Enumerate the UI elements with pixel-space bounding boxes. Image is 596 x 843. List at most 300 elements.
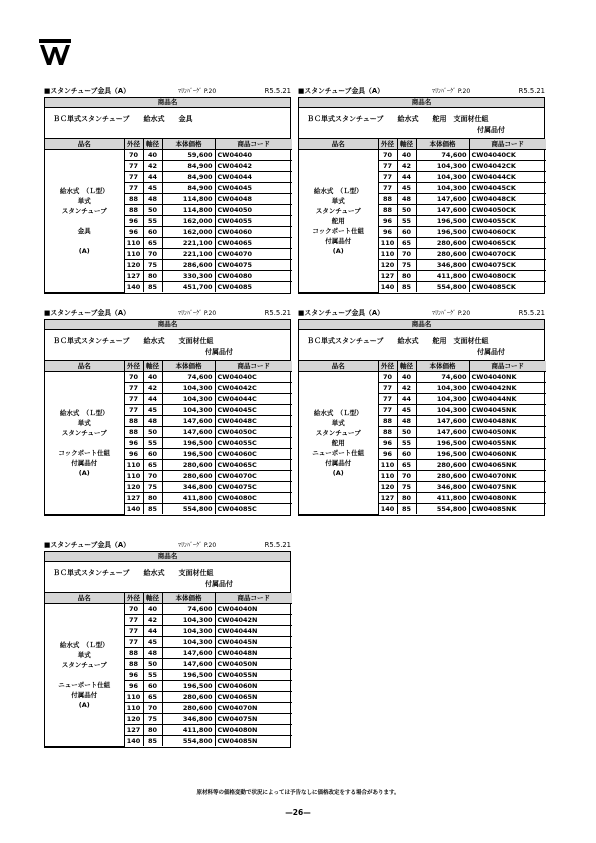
product-code-cell: CW04040C xyxy=(215,372,292,383)
outer-diameter-cell: 110 xyxy=(378,238,397,249)
outer-diameter-cell: 140 xyxy=(378,282,397,293)
revision-date: R5.5.21 xyxy=(264,87,291,95)
shaft-diameter-cell: 75 xyxy=(143,714,162,725)
product-code-cell: CW04080NK xyxy=(469,493,546,504)
price-cell: 104,300 xyxy=(162,615,215,626)
product-code-cell: CW04042NK xyxy=(469,383,546,394)
product-code-cell: CW04048 xyxy=(215,194,292,205)
product-code-cell: CW04065N xyxy=(215,692,292,703)
outer-diameter-cell: 88 xyxy=(124,427,143,438)
shaft-diameter-cell: 42 xyxy=(143,161,162,172)
column-header: 商品コード xyxy=(469,361,546,372)
product-code-cell: CW04044NK xyxy=(469,394,546,405)
product-code-cell: CW04075N xyxy=(215,714,292,725)
outer-diameter-cell: 88 xyxy=(378,427,397,438)
product-name-line: コックポート仕組 xyxy=(312,226,365,235)
product-name-line: ニューポート仕組 xyxy=(312,448,365,457)
product-code-cell: CW04050C xyxy=(215,427,292,438)
outer-diameter-cell: 77 xyxy=(124,405,143,416)
price-table-box xyxy=(44,551,291,748)
outer-diameter-cell: 88 xyxy=(124,205,143,216)
product-name-line: (A) xyxy=(78,700,90,709)
product-code-cell: CW04042C xyxy=(215,383,292,394)
product-code-cell: CW04045 xyxy=(215,183,292,194)
table-header-row xyxy=(299,361,546,372)
panel-title: ■スタンチューブ金具（A） xyxy=(298,87,384,95)
outer-diameter-cell: 96 xyxy=(378,449,397,460)
shaft-diameter-cell: 85 xyxy=(143,736,162,747)
price-cell: 147,600 xyxy=(162,648,215,659)
shaft-diameter-cell: 60 xyxy=(143,449,162,460)
product-name-line: (A) xyxy=(78,468,90,477)
shaft-diameter-cell: 65 xyxy=(143,238,162,249)
product-name-line: スタンチューブ xyxy=(315,206,361,215)
shaft-diameter-cell: 48 xyxy=(143,194,162,205)
outer-diameter-cell: 96 xyxy=(378,438,397,449)
product-code-cell: CW04055 xyxy=(215,216,292,227)
table-header-row xyxy=(45,139,292,150)
shaft-diameter-cell: 75 xyxy=(143,482,162,493)
price-cell: 280,600 xyxy=(416,460,469,471)
shaft-diameter-cell: 60 xyxy=(397,449,416,460)
product-name-band: 商品名 xyxy=(45,98,290,108)
product-code-cell: CW04048NK xyxy=(469,416,546,427)
shaft-diameter-cell: 60 xyxy=(143,227,162,238)
outer-diameter-cell: 77 xyxy=(124,161,143,172)
shaft-diameter-cell: 60 xyxy=(397,227,416,238)
panel-title: ■スタンチューブ金具（A） xyxy=(44,87,130,95)
shaft-diameter-cell: 42 xyxy=(397,161,416,172)
outer-diameter-cell: 77 xyxy=(124,637,143,648)
product-code-cell: CW04075C xyxy=(215,482,292,493)
price-cell: 162,000 xyxy=(162,216,215,227)
price-page-ref: ﾏﾘﾝﾊﾞｰｸﾞ P.20 xyxy=(178,542,217,549)
column-header: 商品コード xyxy=(215,139,292,150)
outer-diameter-cell: 110 xyxy=(124,238,143,249)
price-cell: 280,600 xyxy=(162,471,215,482)
product-code-cell: CW04070NK xyxy=(469,471,546,482)
outer-diameter-cell: 120 xyxy=(378,482,397,493)
product-code-cell: CW04070CK xyxy=(469,249,546,260)
price-cell: 196,500 xyxy=(162,681,215,692)
price-table-panel xyxy=(298,308,545,516)
product-name-cell xyxy=(299,150,378,293)
product-code-cell: CW04065CK xyxy=(469,238,546,249)
price-cell: 74,600 xyxy=(416,372,469,383)
product-code-cell: CW04045NK xyxy=(469,405,546,416)
column-header: 品名 xyxy=(45,361,124,372)
product-code-cell: CW04070N xyxy=(215,703,292,714)
table-header-row xyxy=(45,361,292,372)
shaft-diameter-cell: 44 xyxy=(143,626,162,637)
product-name-line: スタンチューブ xyxy=(61,206,107,215)
price-page-ref: ﾏﾘﾝﾊﾞｰｸﾞ P.20 xyxy=(432,310,471,317)
price-cell: 451,700 xyxy=(162,282,215,293)
company-logo xyxy=(38,38,72,68)
outer-diameter-cell: 140 xyxy=(124,504,143,515)
price-table xyxy=(45,593,292,747)
price-cell: 104,300 xyxy=(416,161,469,172)
product-code-cell: CW04045N xyxy=(215,637,292,648)
shaft-diameter-cell: 44 xyxy=(143,172,162,183)
panel-title: ■スタンチューブ金具（A） xyxy=(44,541,130,549)
product-code-cell: CW04075CK xyxy=(469,260,546,271)
outer-diameter-cell: 88 xyxy=(378,194,397,205)
product-code-cell: CW04075NK xyxy=(469,482,546,493)
shaft-diameter-cell: 55 xyxy=(143,216,162,227)
shaft-diameter-cell: 48 xyxy=(397,194,416,205)
column-header: 本体価格 xyxy=(416,139,469,150)
shaft-diameter-cell: 50 xyxy=(143,427,162,438)
price-cell: 84,900 xyxy=(162,172,215,183)
shaft-diameter-cell: 65 xyxy=(143,692,162,703)
column-header: 商品コード xyxy=(469,139,546,150)
product-code-cell: CW04042N xyxy=(215,615,292,626)
product-name-line: 付属品付 xyxy=(71,458,98,467)
table-row xyxy=(45,372,292,383)
shaft-diameter-cell: 70 xyxy=(143,249,162,260)
price-cell: 280,600 xyxy=(162,692,215,703)
price-cell: 196,500 xyxy=(416,449,469,460)
product-name-line xyxy=(47,670,122,680)
price-cell: 59,600 xyxy=(162,150,215,161)
outer-diameter-cell: 127 xyxy=(378,493,397,504)
price-cell: 411,800 xyxy=(162,493,215,504)
panel-header xyxy=(44,540,291,551)
shaft-diameter-cell: 85 xyxy=(143,282,162,293)
price-cell: 280,600 xyxy=(162,460,215,471)
product-name-line: 給水式 （Ｌ型） xyxy=(59,408,109,417)
price-cell: 346,800 xyxy=(162,482,215,493)
shaft-diameter-cell: 45 xyxy=(397,183,416,194)
panel-header xyxy=(44,86,291,97)
product-description xyxy=(45,108,290,139)
outer-diameter-cell: 120 xyxy=(124,260,143,271)
panel-header xyxy=(298,86,545,97)
shaft-diameter-cell: 85 xyxy=(143,504,162,515)
product-name-cell xyxy=(45,150,124,293)
price-cell: 147,600 xyxy=(416,416,469,427)
product-code-cell: CW04060 xyxy=(215,227,292,238)
price-table-panel xyxy=(298,86,545,294)
product-name-line: (A) xyxy=(332,246,344,255)
shaft-diameter-cell: 65 xyxy=(143,460,162,471)
price-cell: 162,000 xyxy=(162,227,215,238)
product-description xyxy=(45,562,290,593)
price-cell: 196,500 xyxy=(416,227,469,238)
product-name-line: スタンチューブ xyxy=(315,428,361,437)
shaft-diameter-cell: 85 xyxy=(397,504,416,515)
price-cell: 280,600 xyxy=(416,249,469,260)
outer-diameter-cell: 88 xyxy=(378,416,397,427)
product-name-line xyxy=(47,216,122,226)
shaft-diameter-cell: 40 xyxy=(397,372,416,383)
outer-diameter-cell: 77 xyxy=(124,183,143,194)
product-code-cell: CW04050 xyxy=(215,205,292,216)
price-cell: 84,900 xyxy=(162,161,215,172)
price-table-panel xyxy=(44,540,291,748)
shaft-diameter-cell: 48 xyxy=(143,416,162,427)
description-line-2: 付属品付 xyxy=(205,580,233,588)
product-code-cell: CW04055N xyxy=(215,670,292,681)
price-cell: 280,600 xyxy=(416,238,469,249)
column-header: 軸径 xyxy=(143,139,162,150)
shaft-diameter-cell: 80 xyxy=(143,493,162,504)
shaft-diameter-cell: 70 xyxy=(143,471,162,482)
product-name-line: スタンチューブ xyxy=(61,660,107,669)
shaft-diameter-cell: 50 xyxy=(397,427,416,438)
price-cell: 147,600 xyxy=(416,427,469,438)
product-name-line: 付属品付 xyxy=(325,236,352,245)
outer-diameter-cell: 127 xyxy=(124,493,143,504)
shaft-diameter-cell: 40 xyxy=(143,372,162,383)
product-name-line: 舵用 xyxy=(331,216,345,225)
product-code-cell: CW04055NK xyxy=(469,438,546,449)
outer-diameter-cell: 110 xyxy=(378,460,397,471)
outer-diameter-cell: 96 xyxy=(124,681,143,692)
product-code-cell: CW04048CK xyxy=(469,194,546,205)
description-line: ＢＣ単式スタンチューブ 給水式 舵用 支面材仕組 xyxy=(307,115,489,123)
column-header: 本体価格 xyxy=(162,593,215,604)
product-code-cell: CW04075 xyxy=(215,260,292,271)
outer-diameter-cell: 77 xyxy=(124,172,143,183)
column-header: 商品コード xyxy=(215,593,292,604)
outer-diameter-cell: 88 xyxy=(124,194,143,205)
shaft-diameter-cell: 45 xyxy=(397,405,416,416)
price-cell: 147,600 xyxy=(162,416,215,427)
shaft-diameter-cell: 50 xyxy=(143,659,162,670)
outer-diameter-cell: 77 xyxy=(124,615,143,626)
outer-diameter-cell: 127 xyxy=(124,725,143,736)
product-name-band: 商品名 xyxy=(299,98,544,108)
shaft-diameter-cell: 44 xyxy=(397,172,416,183)
product-code-cell: CW04042CK xyxy=(469,161,546,172)
product-name-line: 給水式 （Ｌ型） xyxy=(59,640,109,649)
outer-diameter-cell: 88 xyxy=(124,648,143,659)
price-cell: 196,500 xyxy=(162,449,215,460)
price-cell: 104,300 xyxy=(416,172,469,183)
outer-diameter-cell: 96 xyxy=(378,227,397,238)
shaft-diameter-cell: 70 xyxy=(143,703,162,714)
price-cell: 196,500 xyxy=(416,438,469,449)
price-cell: 104,300 xyxy=(416,405,469,416)
shaft-diameter-cell: 55 xyxy=(143,438,162,449)
price-cell: 104,300 xyxy=(162,383,215,394)
price-cell: 196,500 xyxy=(416,216,469,227)
product-name-line: (A) xyxy=(78,246,90,255)
shaft-diameter-cell: 50 xyxy=(143,205,162,216)
product-name-line xyxy=(47,236,122,246)
product-code-cell: CW04050NK xyxy=(469,427,546,438)
product-code-cell: CW04050CK xyxy=(469,205,546,216)
product-code-cell: CW04055C xyxy=(215,438,292,449)
shaft-diameter-cell: 65 xyxy=(397,460,416,471)
product-code-cell: CW04080C xyxy=(215,493,292,504)
product-name-line: 単式 xyxy=(331,196,345,205)
panel-header xyxy=(298,308,545,319)
product-code-cell: CW04080 xyxy=(215,271,292,282)
price-cell: 114,800 xyxy=(162,194,215,205)
product-code-cell: CW04040NK xyxy=(469,372,546,383)
price-cell: 286,600 xyxy=(162,260,215,271)
product-code-cell: CW04070 xyxy=(215,249,292,260)
description-line: ＢＣ単式スタンチューブ 給水式 支面材仕組 xyxy=(53,337,214,345)
product-code-cell: CW04070C xyxy=(215,471,292,482)
product-code-cell: CW04048N xyxy=(215,648,292,659)
revision-date: R5.5.21 xyxy=(264,541,291,549)
page-number: —26— xyxy=(285,808,311,817)
product-code-cell: CW04065C xyxy=(215,460,292,471)
table-row xyxy=(45,604,292,615)
column-header: 外径 xyxy=(124,361,143,372)
column-header: 軸径 xyxy=(397,361,416,372)
product-code-cell: CW04044C xyxy=(215,394,292,405)
product-code-cell: CW04044N xyxy=(215,626,292,637)
product-name-line: 金具 xyxy=(77,226,91,235)
revision-date: R5.5.21 xyxy=(518,309,545,317)
table-header-row xyxy=(299,139,546,150)
product-name-line: 給水式 （Ｌ型） xyxy=(313,408,363,417)
shaft-diameter-cell: 70 xyxy=(397,249,416,260)
price-page-ref: ﾏﾘﾝﾊﾞｰｸﾞ P.20 xyxy=(178,310,217,317)
price-cell: 554,800 xyxy=(162,504,215,515)
product-code-cell: CW04085NK xyxy=(469,504,546,515)
product-code-cell: CW04042 xyxy=(215,161,292,172)
product-name-line: 給水式 （Ｌ型） xyxy=(313,186,363,195)
product-code-cell: CW04060CK xyxy=(469,227,546,238)
product-name-line: ニューポート仕組 xyxy=(58,680,111,689)
product-code-cell: CW04085CK xyxy=(469,282,546,293)
shaft-diameter-cell: 80 xyxy=(143,725,162,736)
product-code-cell: CW04060C xyxy=(215,449,292,460)
price-table xyxy=(299,361,546,515)
outer-diameter-cell: 110 xyxy=(378,249,397,260)
product-name-cell xyxy=(299,372,378,515)
product-code-cell: CW04045C xyxy=(215,405,292,416)
shaft-diameter-cell: 40 xyxy=(143,604,162,615)
price-cell: 280,600 xyxy=(416,471,469,482)
price-cell: 411,800 xyxy=(162,725,215,736)
price-cell: 221,100 xyxy=(162,249,215,260)
column-header: 品名 xyxy=(299,361,378,372)
shaft-diameter-cell: 45 xyxy=(143,637,162,648)
description-line-2: 付属品付 xyxy=(205,348,233,356)
product-name-line: 単式 xyxy=(77,650,91,659)
price-cell: 411,800 xyxy=(416,493,469,504)
price-cell: 104,300 xyxy=(416,183,469,194)
outer-diameter-cell: 110 xyxy=(124,692,143,703)
product-code-cell: CW04045CK xyxy=(469,183,546,194)
outer-diameter-cell: 77 xyxy=(124,383,143,394)
product-code-cell: CW04085N xyxy=(215,736,292,747)
description-line: ＢＣ単式スタンチューブ 給水式 金具 xyxy=(53,115,193,123)
shaft-diameter-cell: 65 xyxy=(397,238,416,249)
column-header: 軸径 xyxy=(143,361,162,372)
price-cell: 554,800 xyxy=(416,282,469,293)
outer-diameter-cell: 70 xyxy=(124,372,143,383)
price-cell: 74,600 xyxy=(416,150,469,161)
shaft-diameter-cell: 55 xyxy=(397,216,416,227)
price-cell: 346,800 xyxy=(416,482,469,493)
price-table-box xyxy=(44,319,291,516)
description-line: ＢＣ単式スタンチューブ 給水式 支面材仕組 xyxy=(53,569,214,577)
description-line: ＢＣ単式スタンチューブ 給水式 舵用 支面材仕組 xyxy=(307,337,489,345)
shaft-diameter-cell: 45 xyxy=(143,405,162,416)
price-cell: 554,800 xyxy=(416,504,469,515)
price-cell: 104,300 xyxy=(162,637,215,648)
outer-diameter-cell: 120 xyxy=(124,482,143,493)
shaft-diameter-cell: 40 xyxy=(397,150,416,161)
outer-diameter-cell: 77 xyxy=(378,172,397,183)
price-cell: 330,300 xyxy=(162,271,215,282)
outer-diameter-cell: 96 xyxy=(124,216,143,227)
product-code-cell: CW04060NK xyxy=(469,449,546,460)
product-name-line: 単式 xyxy=(77,196,91,205)
product-name-band: 商品名 xyxy=(45,320,290,330)
description-line-2: 付属品付 xyxy=(477,126,505,134)
price-cell: 346,800 xyxy=(416,260,469,271)
table-row xyxy=(45,150,292,161)
outer-diameter-cell: 88 xyxy=(124,659,143,670)
column-header: 品名 xyxy=(45,139,124,150)
outer-diameter-cell: 110 xyxy=(124,703,143,714)
product-name-line: コックポート仕組 xyxy=(58,448,111,457)
product-name-band: 商品名 xyxy=(299,320,544,330)
product-code-cell: CW04060N xyxy=(215,681,292,692)
outer-diameter-cell: 110 xyxy=(124,460,143,471)
column-header: 外径 xyxy=(124,593,143,604)
price-cell: 280,600 xyxy=(162,703,215,714)
outer-diameter-cell: 88 xyxy=(124,416,143,427)
outer-diameter-cell: 96 xyxy=(124,227,143,238)
product-code-cell: CW04085C xyxy=(215,504,292,515)
outer-diameter-cell: 110 xyxy=(378,471,397,482)
shaft-diameter-cell: 40 xyxy=(143,150,162,161)
column-header: 品名 xyxy=(299,139,378,150)
price-cell: 554,800 xyxy=(162,736,215,747)
outer-diameter-cell: 110 xyxy=(124,249,143,260)
price-cell: 104,300 xyxy=(162,626,215,637)
shaft-diameter-cell: 42 xyxy=(397,383,416,394)
product-name-line: 給水式 （Ｌ型） xyxy=(59,186,109,195)
column-header: 本体価格 xyxy=(416,361,469,372)
outer-diameter-cell: 140 xyxy=(378,504,397,515)
shaft-diameter-cell: 60 xyxy=(143,681,162,692)
shaft-diameter-cell: 70 xyxy=(397,471,416,482)
shaft-diameter-cell: 80 xyxy=(397,271,416,282)
product-name-line: 付属品付 xyxy=(71,690,98,699)
price-table-box xyxy=(298,319,545,516)
product-code-cell: CW04050N xyxy=(215,659,292,670)
panel-header xyxy=(44,308,291,319)
panel-title: ■スタンチューブ金具（A） xyxy=(298,309,384,317)
revision-date: R5.5.21 xyxy=(264,309,291,317)
price-cell: 84,900 xyxy=(162,183,215,194)
shaft-diameter-cell: 48 xyxy=(143,648,162,659)
price-table-panel xyxy=(44,86,291,294)
price-table-panel xyxy=(44,308,291,516)
shaft-diameter-cell: 55 xyxy=(397,438,416,449)
shaft-diameter-cell: 48 xyxy=(397,416,416,427)
outer-diameter-cell: 96 xyxy=(124,438,143,449)
outer-diameter-cell: 77 xyxy=(124,394,143,405)
outer-diameter-cell: 96 xyxy=(124,449,143,460)
price-cell: 104,300 xyxy=(162,405,215,416)
price-table-box xyxy=(44,97,291,294)
price-cell: 346,800 xyxy=(162,714,215,725)
shaft-diameter-cell: 75 xyxy=(143,260,162,271)
outer-diameter-cell: 77 xyxy=(378,383,397,394)
